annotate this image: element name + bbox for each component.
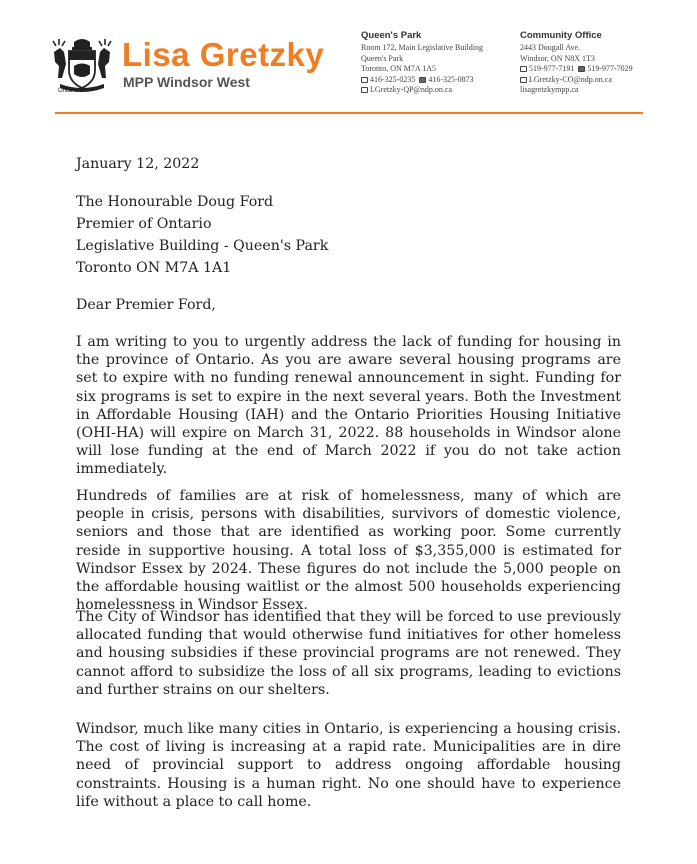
recipient-line: Toronto ON M7A 1A1 xyxy=(76,260,232,276)
email-address[interactable]: LGretzky-QP@ndp.on.ca xyxy=(370,85,453,94)
phone-number: 416-325-0235 xyxy=(370,74,416,84)
letter-date: January 12, 2022 xyxy=(76,156,200,172)
header-divider xyxy=(55,112,643,114)
community-office xyxy=(520,30,650,96)
ontario-coat-of-arms-icon xyxy=(50,34,114,96)
fax-icon xyxy=(419,77,426,83)
phone-icon xyxy=(361,77,368,83)
body-paragraph: The City of Windsor has identified that they will be forced to use previously allocated funding that would otherwise fund initiatives for other homeless and housing subsidies if these provincial programs are not renewed. They cannot afford to subsidize the loss of all six programs, leading to evictions and further strains on our shelters. xyxy=(76,609,621,698)
phone-fax-line xyxy=(361,75,511,86)
fax-icon xyxy=(578,66,585,72)
email-line xyxy=(361,85,511,96)
fax-number: 519-977-7029 xyxy=(587,64,633,73)
queens-park-heading: Queen's Park xyxy=(361,30,422,41)
email-icon xyxy=(520,77,527,83)
website[interactable]: lisagretzkympp.ca xyxy=(520,85,579,94)
community-office-heading: Community Office xyxy=(520,30,602,41)
recipient-address xyxy=(76,191,621,279)
recipient-line: Legislative Building - Queen's Park xyxy=(76,238,329,254)
fax-number: 416-325-0873 xyxy=(428,74,474,84)
crest-label: Ontario xyxy=(58,88,78,94)
address-line: 2443 Dougall Ave. xyxy=(520,43,581,52)
address-line: Toronto, ON M7A 1A5 xyxy=(361,64,436,73)
body-paragraph: Windsor, much like many cities in Ontario, is experiencing a housing crisis. The cost of living is increasing at a rapid rate. Municipalities are in dire need of provincial support to address ongoing affordable housing constraints. Housing is a human right. No one should have to experience life without a place to call home. xyxy=(76,721,621,810)
recipient-line: The Honourable Doug Ford xyxy=(76,194,274,210)
email-address[interactable]: LGretzky-CO@ndp.on.ca xyxy=(529,74,612,84)
body-paragraph: Hundreds of families are at risk of homelessness, many of which are people in crisis, persons with disabilities, survivors of domestic violence, seniors and those that are identified as working poor. Some currently reside in supportive housing. A total loss of $3,355,000 is estimated for Windsor Essex by 2024. These figures do not include the 5,000 people on the affordable housing waitlist or the almost 500 households experiencing homelessness in Windsor Essex. xyxy=(76,488,621,614)
mpp-riding-title: MPP Windsor West xyxy=(123,74,250,90)
body-paragraph: I am writing to you to urgently address the lack of funding for housing in the province of Ontario. As you are aware several housing programs are set to expire with no funding renewal announcement in sight. Funding for six programs is set to expire in the next several years. Both the Investment in Affordable Housing (IAH) and the Ontario Priorities Housing Initiative (OHI-HA) will expire on March 31, 2022. 88 households in Windsor alone will lose funding at the end of March 2022 if you do not take action immediately. xyxy=(76,334,621,478)
phone-icon xyxy=(520,66,527,72)
recipient-line: Premier of Ontario xyxy=(76,216,212,232)
address-line: Queen's Park xyxy=(361,53,404,63)
mpp-name: Lisa Gretzky xyxy=(122,36,325,73)
phone-fax-line xyxy=(520,64,650,75)
queens-park-office xyxy=(361,30,511,96)
address-line: Windsor, ON N8X 1T3 xyxy=(520,53,595,63)
email-icon xyxy=(361,87,368,93)
phone-number: 519-977-7191 xyxy=(529,64,575,73)
address-line: Room 172, Main Legislative Building xyxy=(361,43,483,52)
email-line xyxy=(520,75,650,86)
salutation: Dear Premier Ford, xyxy=(76,297,216,313)
